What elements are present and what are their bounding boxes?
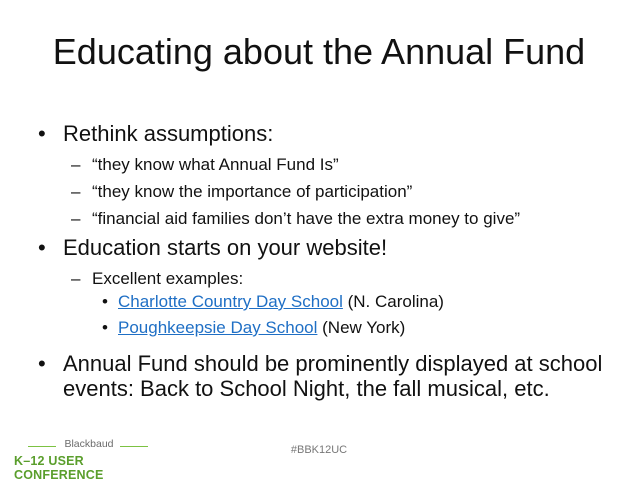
bullet-text-line1: Annual Fund should be prominently displayed at school <box>63 351 603 376</box>
bullet-marker: • <box>38 351 46 376</box>
sub-bullet-text: Excellent examples: <box>92 269 244 288</box>
bullet-text: Education starts on your website! <box>63 235 388 260</box>
bullet-marker: • <box>102 318 108 337</box>
dash-marker: – <box>71 269 81 288</box>
logo-brand-text: Blackbaud <box>64 438 114 450</box>
event-hashtag: #BBK12UC <box>290 444 348 456</box>
bullet-marker: • <box>38 121 46 146</box>
example-location: (New York) <box>317 318 406 337</box>
sub-bullet-text: “they know the importance of participation” <box>92 182 413 201</box>
charlotte-country-day-link[interactable]: Charlotte Country Day School <box>118 292 343 311</box>
sub-bullet-text: “financial aid families don’t have the extra money to give” <box>92 209 521 228</box>
example-location: (N. Carolina) <box>342 292 444 311</box>
sub-bullet-text: “they know what Annual Fund Is” <box>92 155 339 174</box>
example-item <box>118 317 405 338</box>
example-item <box>118 291 444 312</box>
slide-title: Educating about the Annual Fund <box>52 31 586 72</box>
bullet-text-line2: events: Back to School Night, the fall musical, etc. <box>63 376 550 401</box>
poughkeepsie-day-link[interactable]: Poughkeepsie Day School <box>118 318 318 337</box>
logo-conference-text: K–12 USER CONFERENCE <box>14 454 104 482</box>
dash-marker: – <box>71 209 81 228</box>
dash-marker: – <box>71 182 81 201</box>
bullet-text: Rethink assumptions: <box>63 121 274 146</box>
bullet-marker: • <box>102 292 108 311</box>
bullet-marker: • <box>38 235 46 260</box>
dash-marker: – <box>71 155 81 174</box>
